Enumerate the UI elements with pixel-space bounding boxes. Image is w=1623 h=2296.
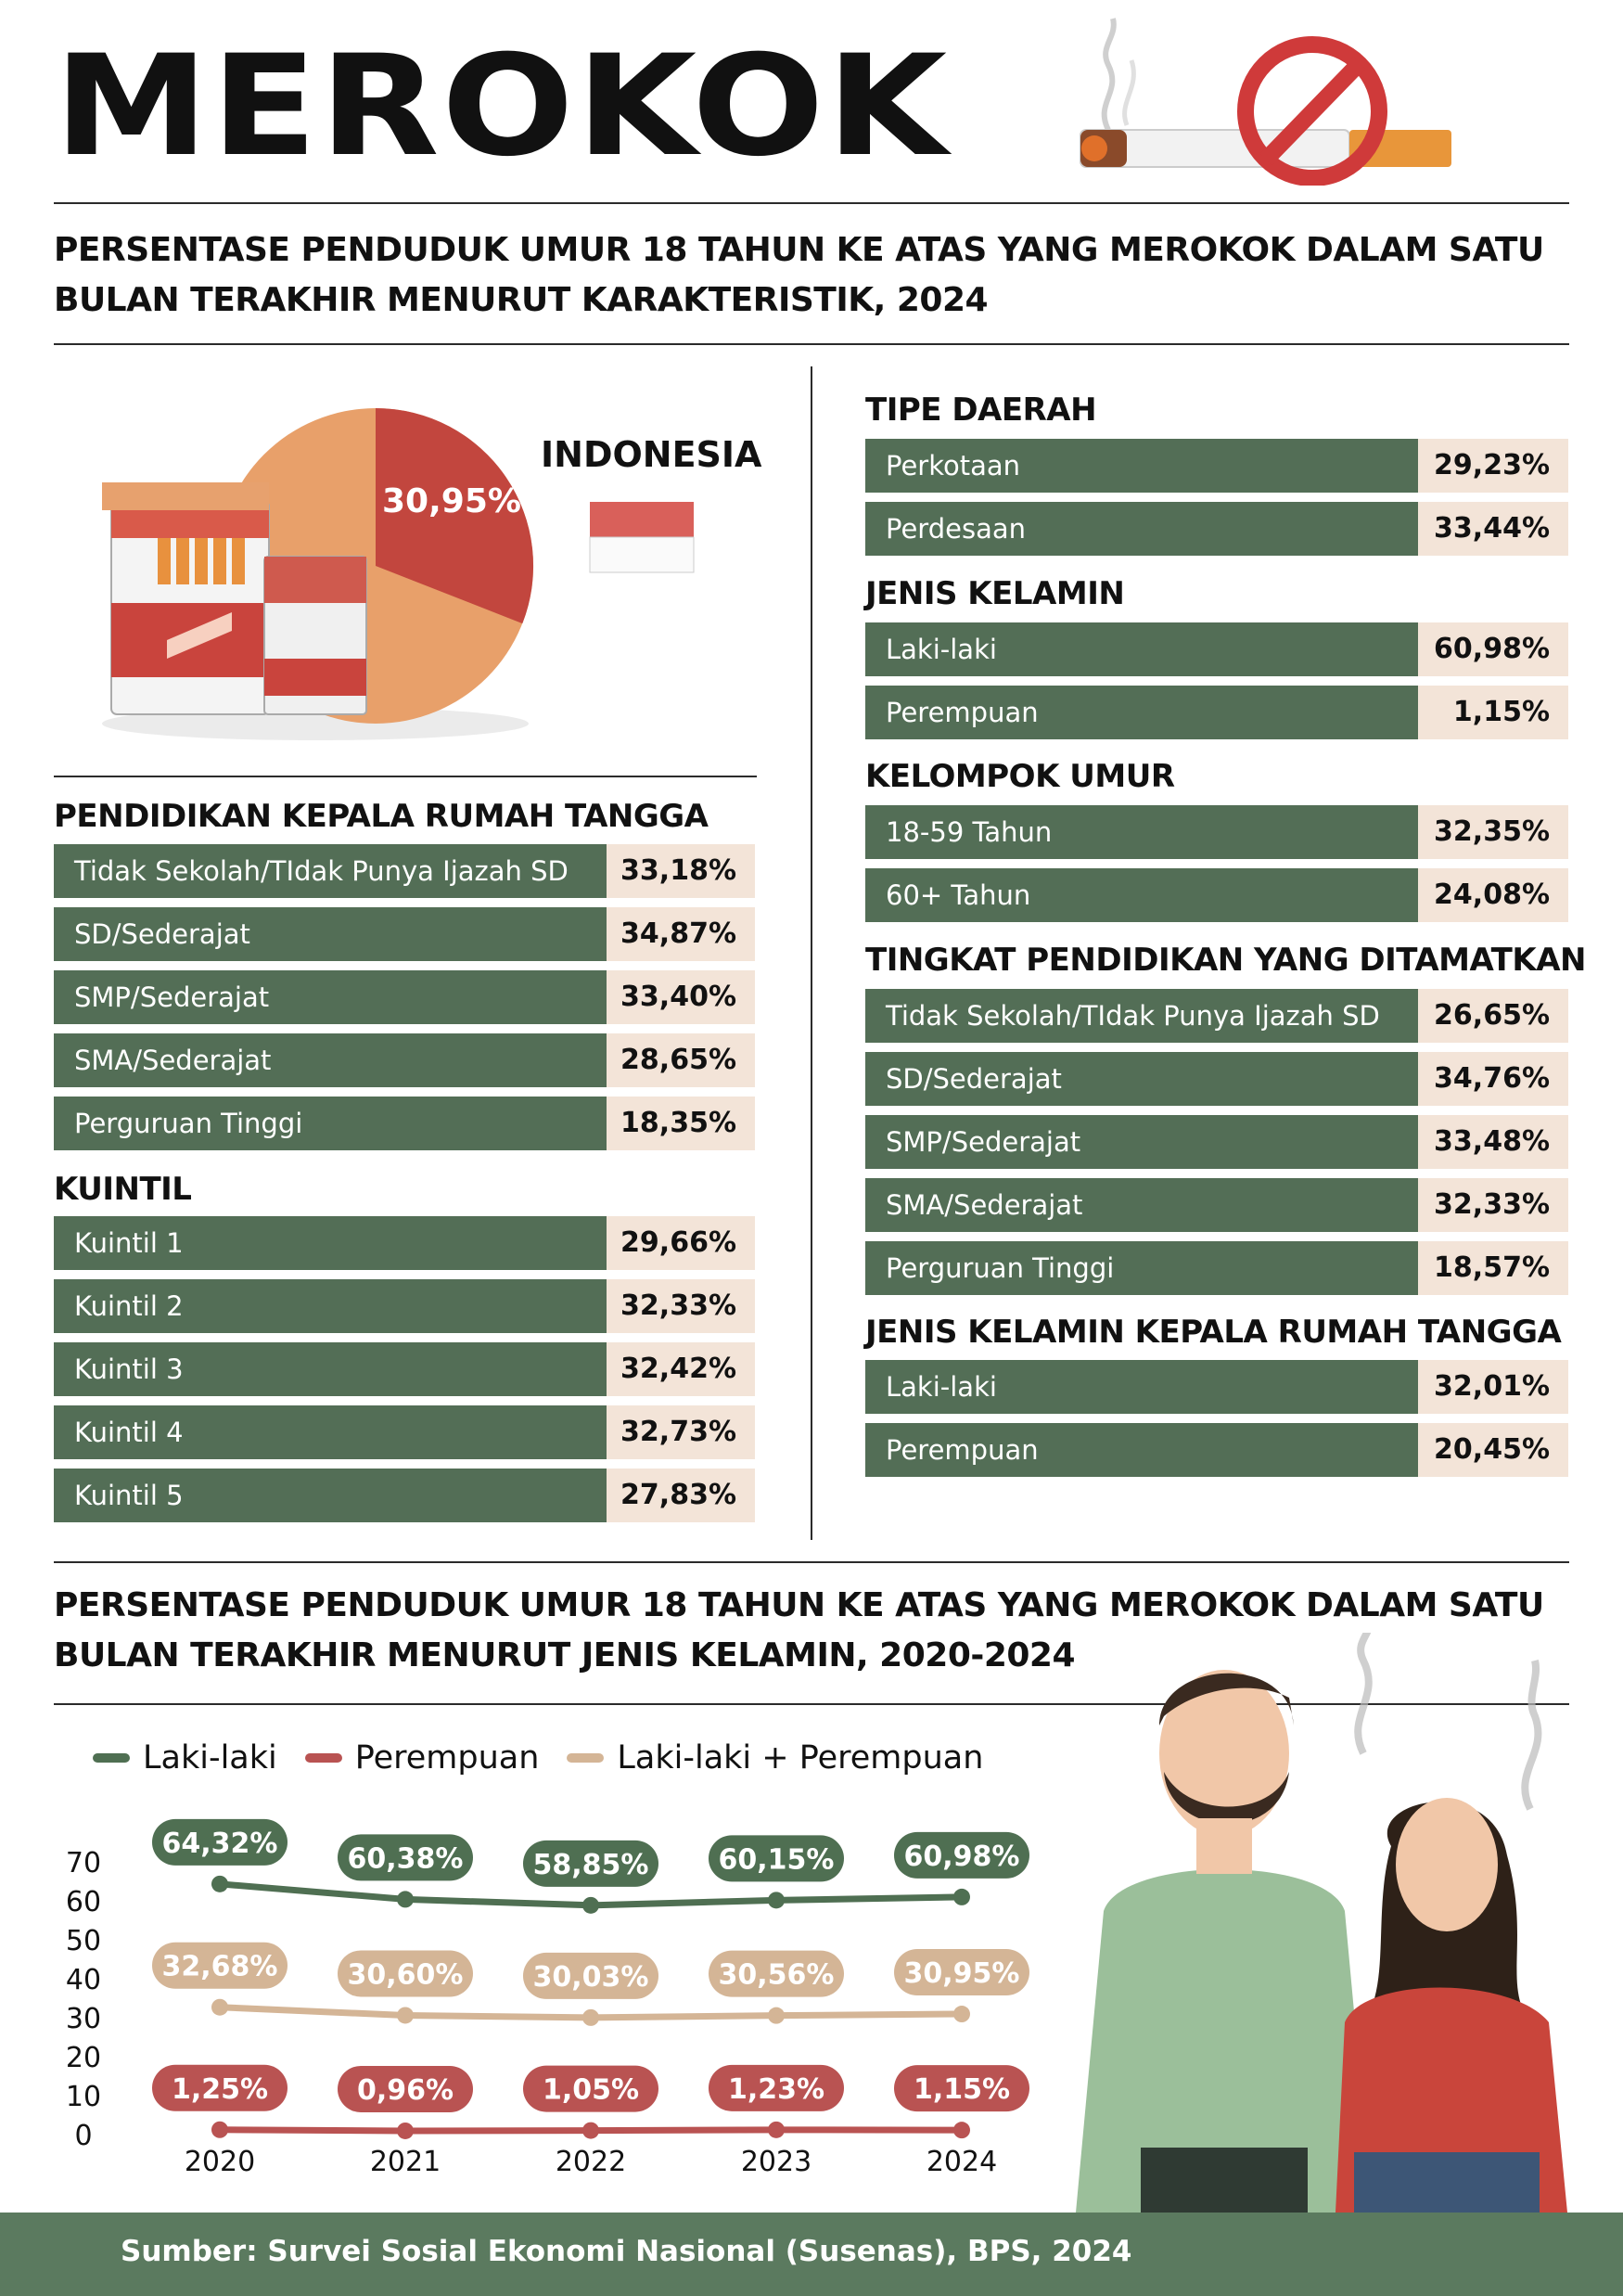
x-tick-label: 2020: [184, 2146, 256, 2178]
row-value: 34,87%: [607, 907, 755, 961]
x-tick-label: 2022: [555, 2146, 627, 2178]
data-point: [397, 1891, 414, 1907]
group-title-pendidikan-krt: PENDIDIKAN KEPALA RUMAH TANGGA: [54, 798, 709, 835]
data-label: 30,95%: [903, 1957, 1020, 1991]
smoking-couple-illustration: [1067, 1633, 1586, 2213]
row-label: Kuintil 2: [54, 1279, 607, 1333]
divider: [54, 1561, 1569, 1563]
data-label: 60,38%: [347, 1842, 464, 1876]
page-title: MEROKOK: [54, 26, 950, 187]
row-value: 33,40%: [607, 970, 755, 1024]
legend-item: [305, 1739, 540, 1777]
legend-label: Laki-laki: [143, 1739, 277, 1777]
row-label: 60+ Tahun: [865, 868, 1418, 922]
row-label: Perkotaan: [865, 439, 1418, 493]
table-row: [865, 1178, 1568, 1232]
group-title-tipe-daerah: TIPE DAERAH: [865, 391, 1097, 429]
row-label: SMP/Sederajat: [54, 970, 607, 1024]
section1-title: PERSENTASE PENDUDUK UMUR 18 TAHUN KE ATAS YANG MEROKOK DALAM SATU BULAN TERAKHIR MENURUT KARAKTERISTIK, 2024: [54, 231, 1544, 319]
source-text: Sumber: Survei Sosial Ekonomi Nasional (Susenas), BPS, 2024: [121, 2235, 1132, 2268]
y-tick-label: 0: [74, 2120, 93, 2152]
legend-item: [93, 1739, 277, 1777]
data-point: [953, 2006, 970, 2022]
y-tick-label: 50: [65, 1925, 102, 1957]
row-value: 33,44%: [1418, 502, 1568, 556]
row-label: Perguruan Tinggi: [865, 1241, 1418, 1295]
table-row: [54, 1469, 755, 1522]
row-value: 27,83%: [607, 1469, 755, 1522]
row-value: 60,98%: [1418, 622, 1568, 676]
row-label: Tidak Sekolah/TIdak Punya Ijazah SD: [54, 844, 607, 898]
group-title-kuintil: KUINTIL: [54, 1171, 192, 1208]
table-row: [865, 622, 1568, 676]
table-row: [54, 844, 755, 898]
table-row: [865, 1241, 1568, 1295]
no-smoking-icon: [1057, 9, 1484, 186]
row-value: 1,15%: [1418, 686, 1568, 739]
table-row: [865, 1360, 1568, 1414]
table-row: [865, 1052, 1568, 1106]
divider: [54, 202, 1569, 204]
row-value: 28,65%: [607, 1033, 755, 1087]
data-point: [768, 1892, 785, 1908]
table-row: [865, 502, 1568, 556]
legend-label: Laki-laki + Perempuan: [617, 1739, 984, 1777]
table-row: [54, 1097, 755, 1150]
table-row: [865, 989, 1568, 1043]
row-value: 32,73%: [607, 1405, 755, 1459]
group-title-kelompok-umur: KELOMPOK UMUR: [865, 758, 1175, 795]
table-row: [54, 970, 755, 1024]
table-row: [865, 439, 1568, 493]
y-tick-label: 30: [65, 2003, 102, 2035]
data-label: 58,85%: [532, 1848, 649, 1881]
row-label: Kuintil 5: [54, 1469, 607, 1522]
table-row: [54, 1279, 755, 1333]
data-label: 1,25%: [171, 2072, 269, 2106]
data-label: 30,56%: [718, 1958, 835, 1992]
table-row: [54, 1342, 755, 1396]
data-point: [397, 2123, 414, 2139]
row-label: SMA/Sederajat: [54, 1033, 607, 1087]
data-label: 60,98%: [903, 1840, 1020, 1873]
indonesia-flag-icon: [589, 501, 695, 575]
row-value: 29,23%: [1418, 439, 1568, 493]
data-label: 60,15%: [718, 1843, 835, 1877]
row-label: Laki-laki: [865, 622, 1418, 676]
table-row: [54, 907, 755, 961]
data-label: 30,60%: [347, 1958, 464, 1992]
row-label: 18-59 Tahun: [865, 805, 1418, 859]
row-value: 32,42%: [607, 1342, 755, 1396]
table-row: [54, 1216, 755, 1270]
legend-label: Perempuan: [354, 1739, 540, 1777]
row-label: Perguruan Tinggi: [54, 1097, 607, 1150]
table-row: [865, 1115, 1568, 1169]
row-value: 18,35%: [607, 1097, 755, 1150]
data-point: [953, 2122, 970, 2138]
legend-swatch: [567, 1753, 604, 1763]
row-value: 32,01%: [1418, 1360, 1568, 1414]
legend-swatch: [305, 1753, 342, 1763]
data-label: 32,68%: [161, 1950, 278, 1983]
data-label: 1,15%: [913, 2073, 1011, 2107]
data-point: [582, 2009, 599, 2026]
x-tick-label: 2023: [740, 2146, 812, 2178]
row-label: Tidak Sekolah/TIdak Punya Ijazah SD: [865, 989, 1418, 1043]
data-point: [768, 2007, 785, 2024]
x-tick-label: 2024: [926, 2146, 998, 2178]
data-point: [953, 1889, 970, 1905]
vertical-divider: [811, 366, 812, 1540]
row-label: Perempuan: [865, 686, 1418, 739]
table-row: [865, 1423, 1568, 1477]
group-title-jenis-kelamin: JENIS KELAMIN: [865, 575, 1125, 612]
cigarette-pack-icon: [93, 390, 538, 742]
chart-legend: [93, 1739, 1011, 1777]
row-value: 32,33%: [1418, 1178, 1568, 1232]
row-label: Laki-laki: [865, 1360, 1418, 1414]
legend-swatch: [93, 1753, 130, 1763]
data-label: 30,03%: [532, 1960, 649, 1994]
table-row: [54, 1405, 755, 1459]
data-point: [582, 1897, 599, 1914]
row-label: Kuintil 4: [54, 1405, 607, 1459]
x-tick-label: 2021: [369, 2146, 441, 2178]
divider: [54, 343, 1569, 345]
data-label: 64,32%: [161, 1827, 278, 1860]
line-chart: [0, 1800, 1057, 2180]
data-point: [211, 2122, 228, 2138]
row-label: SD/Sederajat: [54, 907, 607, 961]
row-label: SMA/Sederajat: [865, 1178, 1418, 1232]
row-value: 24,08%: [1418, 868, 1568, 922]
row-value: 34,76%: [1418, 1052, 1568, 1106]
row-value: 33,48%: [1418, 1115, 1568, 1169]
y-tick-label: 10: [65, 2081, 102, 2113]
y-tick-label: 40: [65, 1964, 102, 1996]
table-row: [865, 686, 1568, 739]
row-label: Perdesaan: [865, 502, 1418, 556]
data-label: 1,23%: [727, 2072, 825, 2106]
row-value: 18,57%: [1418, 1241, 1568, 1295]
row-label: Kuintil 3: [54, 1342, 607, 1396]
y-tick-label: 60: [65, 1886, 102, 1918]
table-row: [865, 868, 1568, 922]
y-tick-label: 20: [65, 2042, 102, 2074]
section2-title: PERSENTASE PENDUDUK UMUR 18 TAHUN KE ATAS YANG MEROKOK DALAM SATU BULAN TERAKHIR MENURUT JENIS KELAMIN, 2020-2024: [54, 1586, 1544, 1674]
row-value: 32,33%: [607, 1279, 755, 1333]
row-value: 32,35%: [1418, 805, 1568, 859]
group-title-jk-krt: JENIS KELAMIN KEPALA RUMAH TANGGA: [865, 1314, 1562, 1351]
data-point: [397, 2007, 414, 2023]
data-point: [211, 1876, 228, 1892]
data-label: 1,05%: [542, 2073, 640, 2107]
data-label: 0,96%: [356, 2073, 454, 2107]
group-title-tingkat-pendidikan: TINGKAT PENDIDIKAN YANG DITAMATKAN: [865, 942, 1586, 979]
row-value: 33,18%: [607, 844, 755, 898]
row-label: Perempuan: [865, 1423, 1418, 1477]
table-row: [865, 805, 1568, 859]
data-point: [211, 1999, 228, 2016]
row-value: 26,65%: [1418, 989, 1568, 1043]
indonesia-label: INDONESIA: [541, 434, 762, 475]
row-label: SD/Sederajat: [865, 1052, 1418, 1106]
footer: [0, 2213, 1623, 2296]
data-point: [768, 2122, 785, 2138]
row-value: 20,45%: [1418, 1423, 1568, 1477]
data-point: [582, 2123, 599, 2139]
row-label: SMP/Sederajat: [865, 1115, 1418, 1169]
y-tick-label: 70: [65, 1847, 102, 1879]
divider: [54, 776, 757, 777]
table-row: [54, 1033, 755, 1087]
indonesia-value: 30,95%: [382, 482, 521, 520]
legend-item: [567, 1739, 983, 1777]
row-label: Kuintil 1: [54, 1216, 607, 1270]
row-value: 29,66%: [607, 1216, 755, 1270]
